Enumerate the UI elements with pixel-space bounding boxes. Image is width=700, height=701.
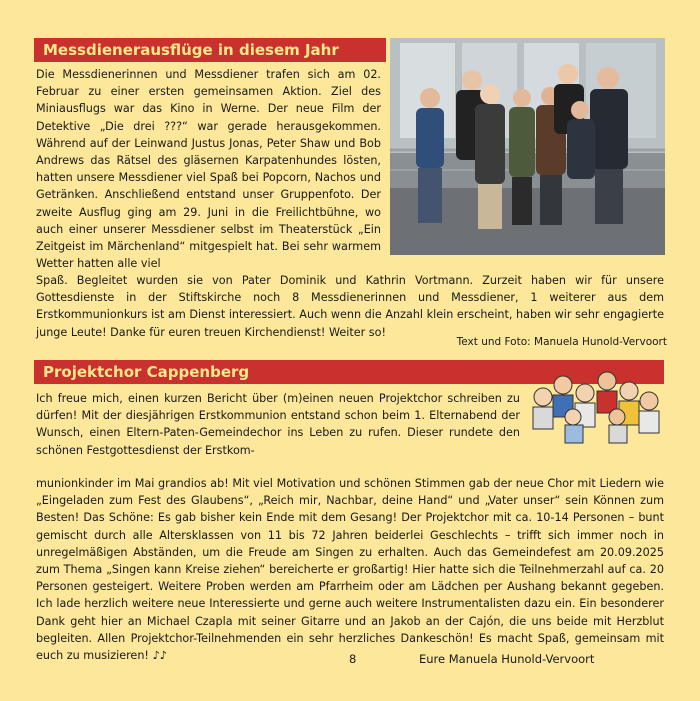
signature: Eure Manuela Hunold-Vervoort bbox=[419, 652, 595, 666]
article-text-messdiener-part1: Die Messdienerinnen und Messdiener trafen sich am 02. Februar zu einer ersten gemeinsamen Aktion. Ziel des Miniausflugs war das Kino in Werne. Der neue Film der Detektive „Die drei ???“ war gerade herausgekommen. Während auf der Leinwand Justus Jonas, Peter Shaw und Bob Andrews das Rätsel des gläsernen Karpatenhundes lösten, hatten unsere Messdiener viel Spaß bei Popcorn, Nachos und Getränken. Anschließend entstand unser Gruppenfoto. Der zweite Ausflug ging am 29. Juni in die Freilichtbühne, wo auch einer unserer Messdiener selbst im Theaterstück „Ein Zeitgeist im Märchenland“ mitgespielt hat. Bei sehr warmem Wetter hatten alle viel bbox=[36, 68, 381, 271]
article-text-messdiener-part2: Spaß. Begleitet wurden sie von Pater Dominik und Kathrin Vortmann. Zurzeit haben wir für unsere Gottesdienste in der Stiftskirche noch 8 Messdienerinnen und Messdiener, 1 weiterer aus dem Erstkommunionkurs ist am Dienst interessiert. Auch wenn die Anzahl klein erscheint, haben wir sehr engagierte junge Leute! Danke für euren treuen Kirchendienst! Weiter so! bbox=[36, 274, 664, 339]
section-title-projektchor: Projektchor Cappenberg bbox=[34, 360, 664, 384]
article-text-projektchor-part1: Ich freue mich, einen kurzen Bericht über (m)einen neuen Projektchor schreiben zu dürfen! Mit der diesjährigen Erstkommunion entstand schon beim 1. Elternabend der Wunsch, einen Eltern-Paten-Gemeindechor ins Leben zu rufen. Dieser rundete den schönen Festgottesdienst der Erstkom- bbox=[36, 392, 520, 457]
group-photo bbox=[390, 38, 665, 255]
section-title-messdiener: Messdienerausflüge in diesem Jahr bbox=[34, 38, 386, 62]
choir-illustration bbox=[525, 367, 665, 445]
photo-credit: Text und Foto: Manuela Hunold-Vervoort bbox=[456, 336, 667, 348]
page-number: 8 bbox=[349, 652, 357, 666]
article-text-projektchor-part2: munionkinder im Mai grandios ab! Mit viel Motivation und schönen Stimmen gab der neue Chor mit Liedern wie „Eingeladen zum Fest des Glaubens“, „Reich mir, Nachbar, deine Hand“ und „Vater unser“ sein Können zum Besten! Das Schöne: Es gab bisher kein Ende mit dem Gesang! Der Projektchor mit ca. 10-14 Personen – bunt gemischt durch alle Altersklassen von 11 bis 72 Jahren beiderlei Geschlechts – trifft sich immer noch in unregelmäßigen Abständen, um die Freude am Singen zu erhalten. Auch das Gemeindefest am 20.09.2025 zum Thema „Singen kann Kreise ziehen“ bereicherte er großartig! Hier hatte sich die Teilnehmerzahl auf ca. 20 Personen gesteigert. Weitere Proben werden am Pfarrheim oder am Lädchen per Aushang bekannt gegeben. Ich lade herzlich weitere neue Interessierte und gerne auch weitere Instrumentalisten dazu ein. Ein besonderer Dank geht hier an Michael Czapla mit seiner Gitarre und an Jakob an der Cajón, die uns beide mit Herzblut begleiten. Allen Projektchor-Teilnehmenden ein sehr herzliches Dankeschön! Es macht Spaß, gemeinsam mit euch zu musizieren! ♪♪ bbox=[36, 477, 664, 663]
svg-text:♪: ♪ bbox=[643, 368, 651, 382]
